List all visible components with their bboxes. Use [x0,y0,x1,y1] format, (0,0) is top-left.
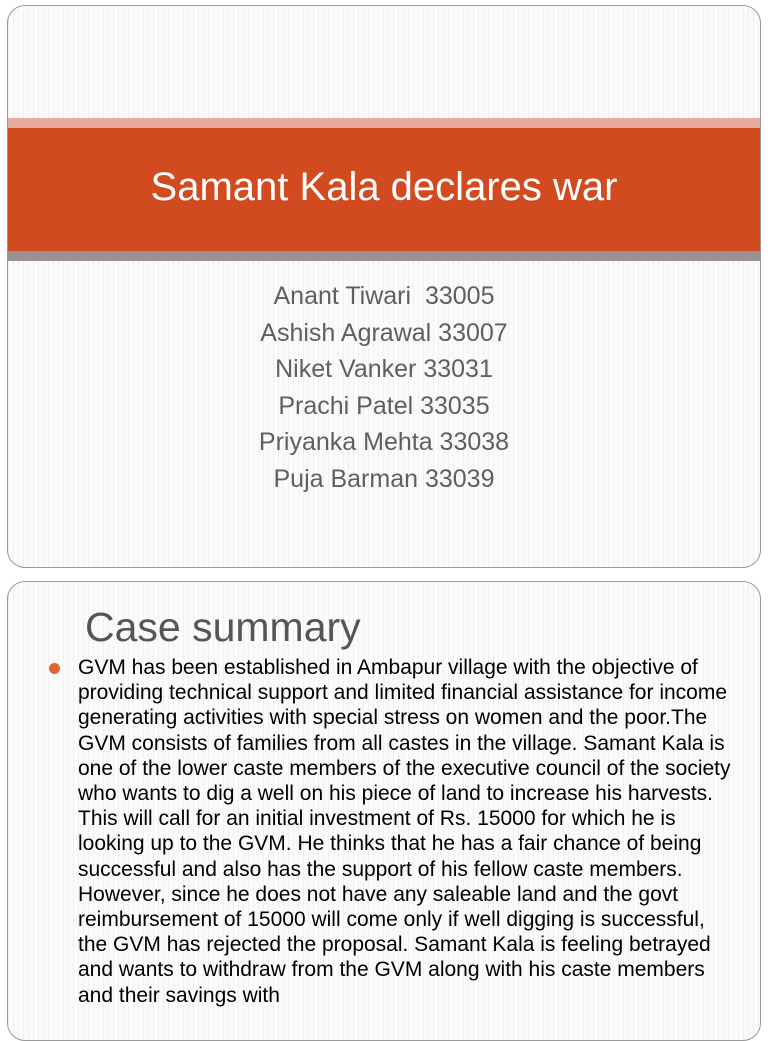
case-summary-slide [7,581,761,1041]
author-line: Ashish Agrawal 33007 [260,318,508,347]
title-slide [7,5,761,568]
author-line: Priyanka Mehta 33038 [258,428,510,456]
case-summary-heading: Case summary [85,604,361,650]
bullet-dot-icon [49,663,60,674]
author-line: Anant Tiwari 33005 [273,282,495,310]
author-list [8,278,760,497]
author-line: Prachi Patel 33035 [278,391,490,420]
title-top-band [8,118,760,128]
author-line: Puja Barman 33039 [273,464,495,493]
title-bottom-band [8,251,760,261]
case-summary-bullet: GVM has been established in Ambapur village with the objective of providing technical support and limited financial assistance for income generating activities with special stress on women and the poor.The GVM consists of families from all castes in the village. Samant Kala is one of the lower caste members of the executive council of the society who wants to dig a well on his piece of land to increase his harvests. This will call for an initial investment of Rs. 15000 for which he is looking up to the GVM. He thinks that he has a fair chance of being successful and also has the support of his fellow caste members. However, since he does not have any saleable land and the govt reimbursement of 15000 will come only if well digging is successful, the GVM has rejected the proposal. Samant Kala is feeling betrayed and wants to withdraw from the GVM along with his caste members and their savings with [78,656,731,1007]
author-line: Niket Vanker 33031 [275,355,493,383]
title-band [8,128,760,251]
slide-title: Samant Kala declares war [150,165,618,209]
